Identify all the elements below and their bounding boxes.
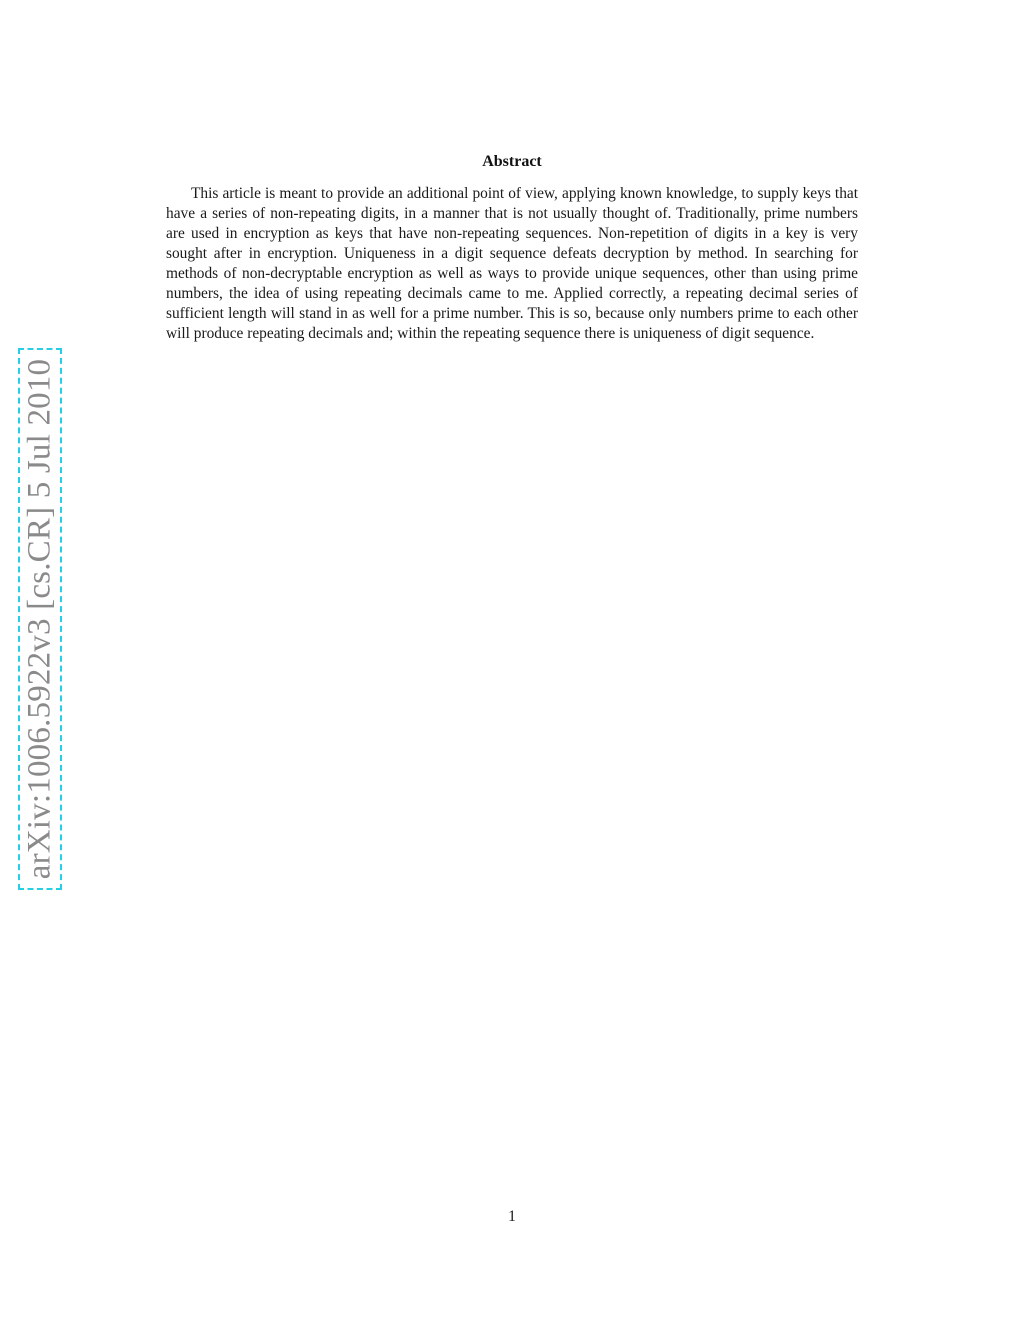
arxiv-stamp	[18, 348, 62, 890]
page-number: 1	[508, 1208, 516, 1225]
abstract-heading: Abstract	[482, 153, 542, 170]
abstract-body: This article is meant to provide an additional point of view, applying known knowledge, to supply keys that have a series of non-repeating digits, in a manner that is not usually thought of. Traditionally, prime numbers are used in encryption as keys that have non-repeating sequences. Non-repetition of digits in a key is very sought after in encryption. Uniqueness in a digit sequence defeats decryption by method. In searching for methods of non-decryptable encryption as well as ways to provide unique sequences, other than using prime numbers, the idea of using repeating decimals came to me. Applied correctly, a repeating decimal series of sufficient length will stand in as well for a prime number. This is so, because only numbers prime to each other will produce repeating decimals and; within the repeating sequence there is uniqueness of digit sequence.	[166, 185, 858, 342]
arxiv-identifier: arXiv:1006.5922v3 [cs.CR] 5 Jul 2010	[21, 358, 58, 880]
